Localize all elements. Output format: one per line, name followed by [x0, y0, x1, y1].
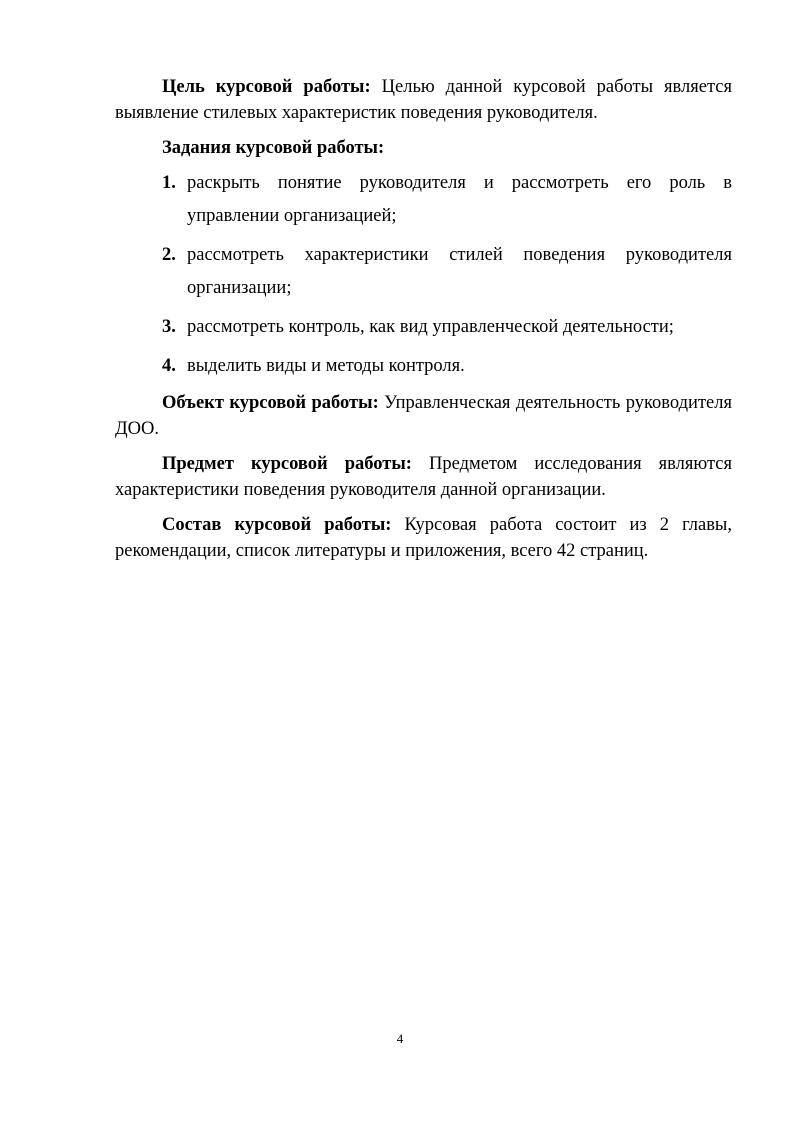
subject-label: Предмет курсовой работы:	[162, 454, 412, 474]
list-item	[115, 311, 732, 344]
list-item-number: 1.	[162, 173, 176, 193]
list-item	[115, 239, 732, 305]
composition-label: Состав курсовой работы:	[162, 515, 392, 535]
goal-text: Целью данной курсовой работы является выявление стилевых характеристик поведения руководителя.	[115, 77, 732, 123]
page-number: 4	[396, 1031, 404, 1046]
object-label: Объект курсовой работы:	[162, 393, 379, 413]
subject-paragraph	[115, 451, 732, 503]
list-item-number: 3.	[162, 317, 176, 337]
list-item-number: 4.	[162, 356, 176, 376]
list-item-text: выделить виды и методы контроля.	[187, 356, 465, 376]
tasks-list	[115, 167, 732, 383]
list-item-text: рассмотреть характеристики стилей поведения руководителя организации;	[187, 245, 732, 298]
list-item	[115, 350, 732, 383]
goal-paragraph	[115, 74, 732, 126]
composition-paragraph	[115, 512, 732, 564]
page-content	[115, 74, 732, 573]
composition-text: Курсовая работа состоит из 2 главы, рекомендации, список литературы и приложения, всего 42 страниц.	[115, 515, 732, 561]
tasks-heading: Задания курсовой работы:	[162, 138, 385, 158]
list-item	[115, 167, 732, 233]
goal-label: Цель курсовой работы:	[162, 77, 371, 97]
subject-text: Предметом исследования являются характеристики поведения руководителя данной организации.	[115, 454, 732, 500]
object-text: Управленческая деятельность руководителя ДОО.	[115, 393, 732, 439]
list-item-text: рассмотреть контроль, как вид управленческой деятельности;	[187, 317, 674, 337]
object-paragraph	[115, 390, 732, 442]
list-item-text: раскрыть понятие руководителя и рассмотреть его роль в управлении организацией;	[187, 173, 732, 226]
list-item-number: 2.	[162, 245, 176, 265]
